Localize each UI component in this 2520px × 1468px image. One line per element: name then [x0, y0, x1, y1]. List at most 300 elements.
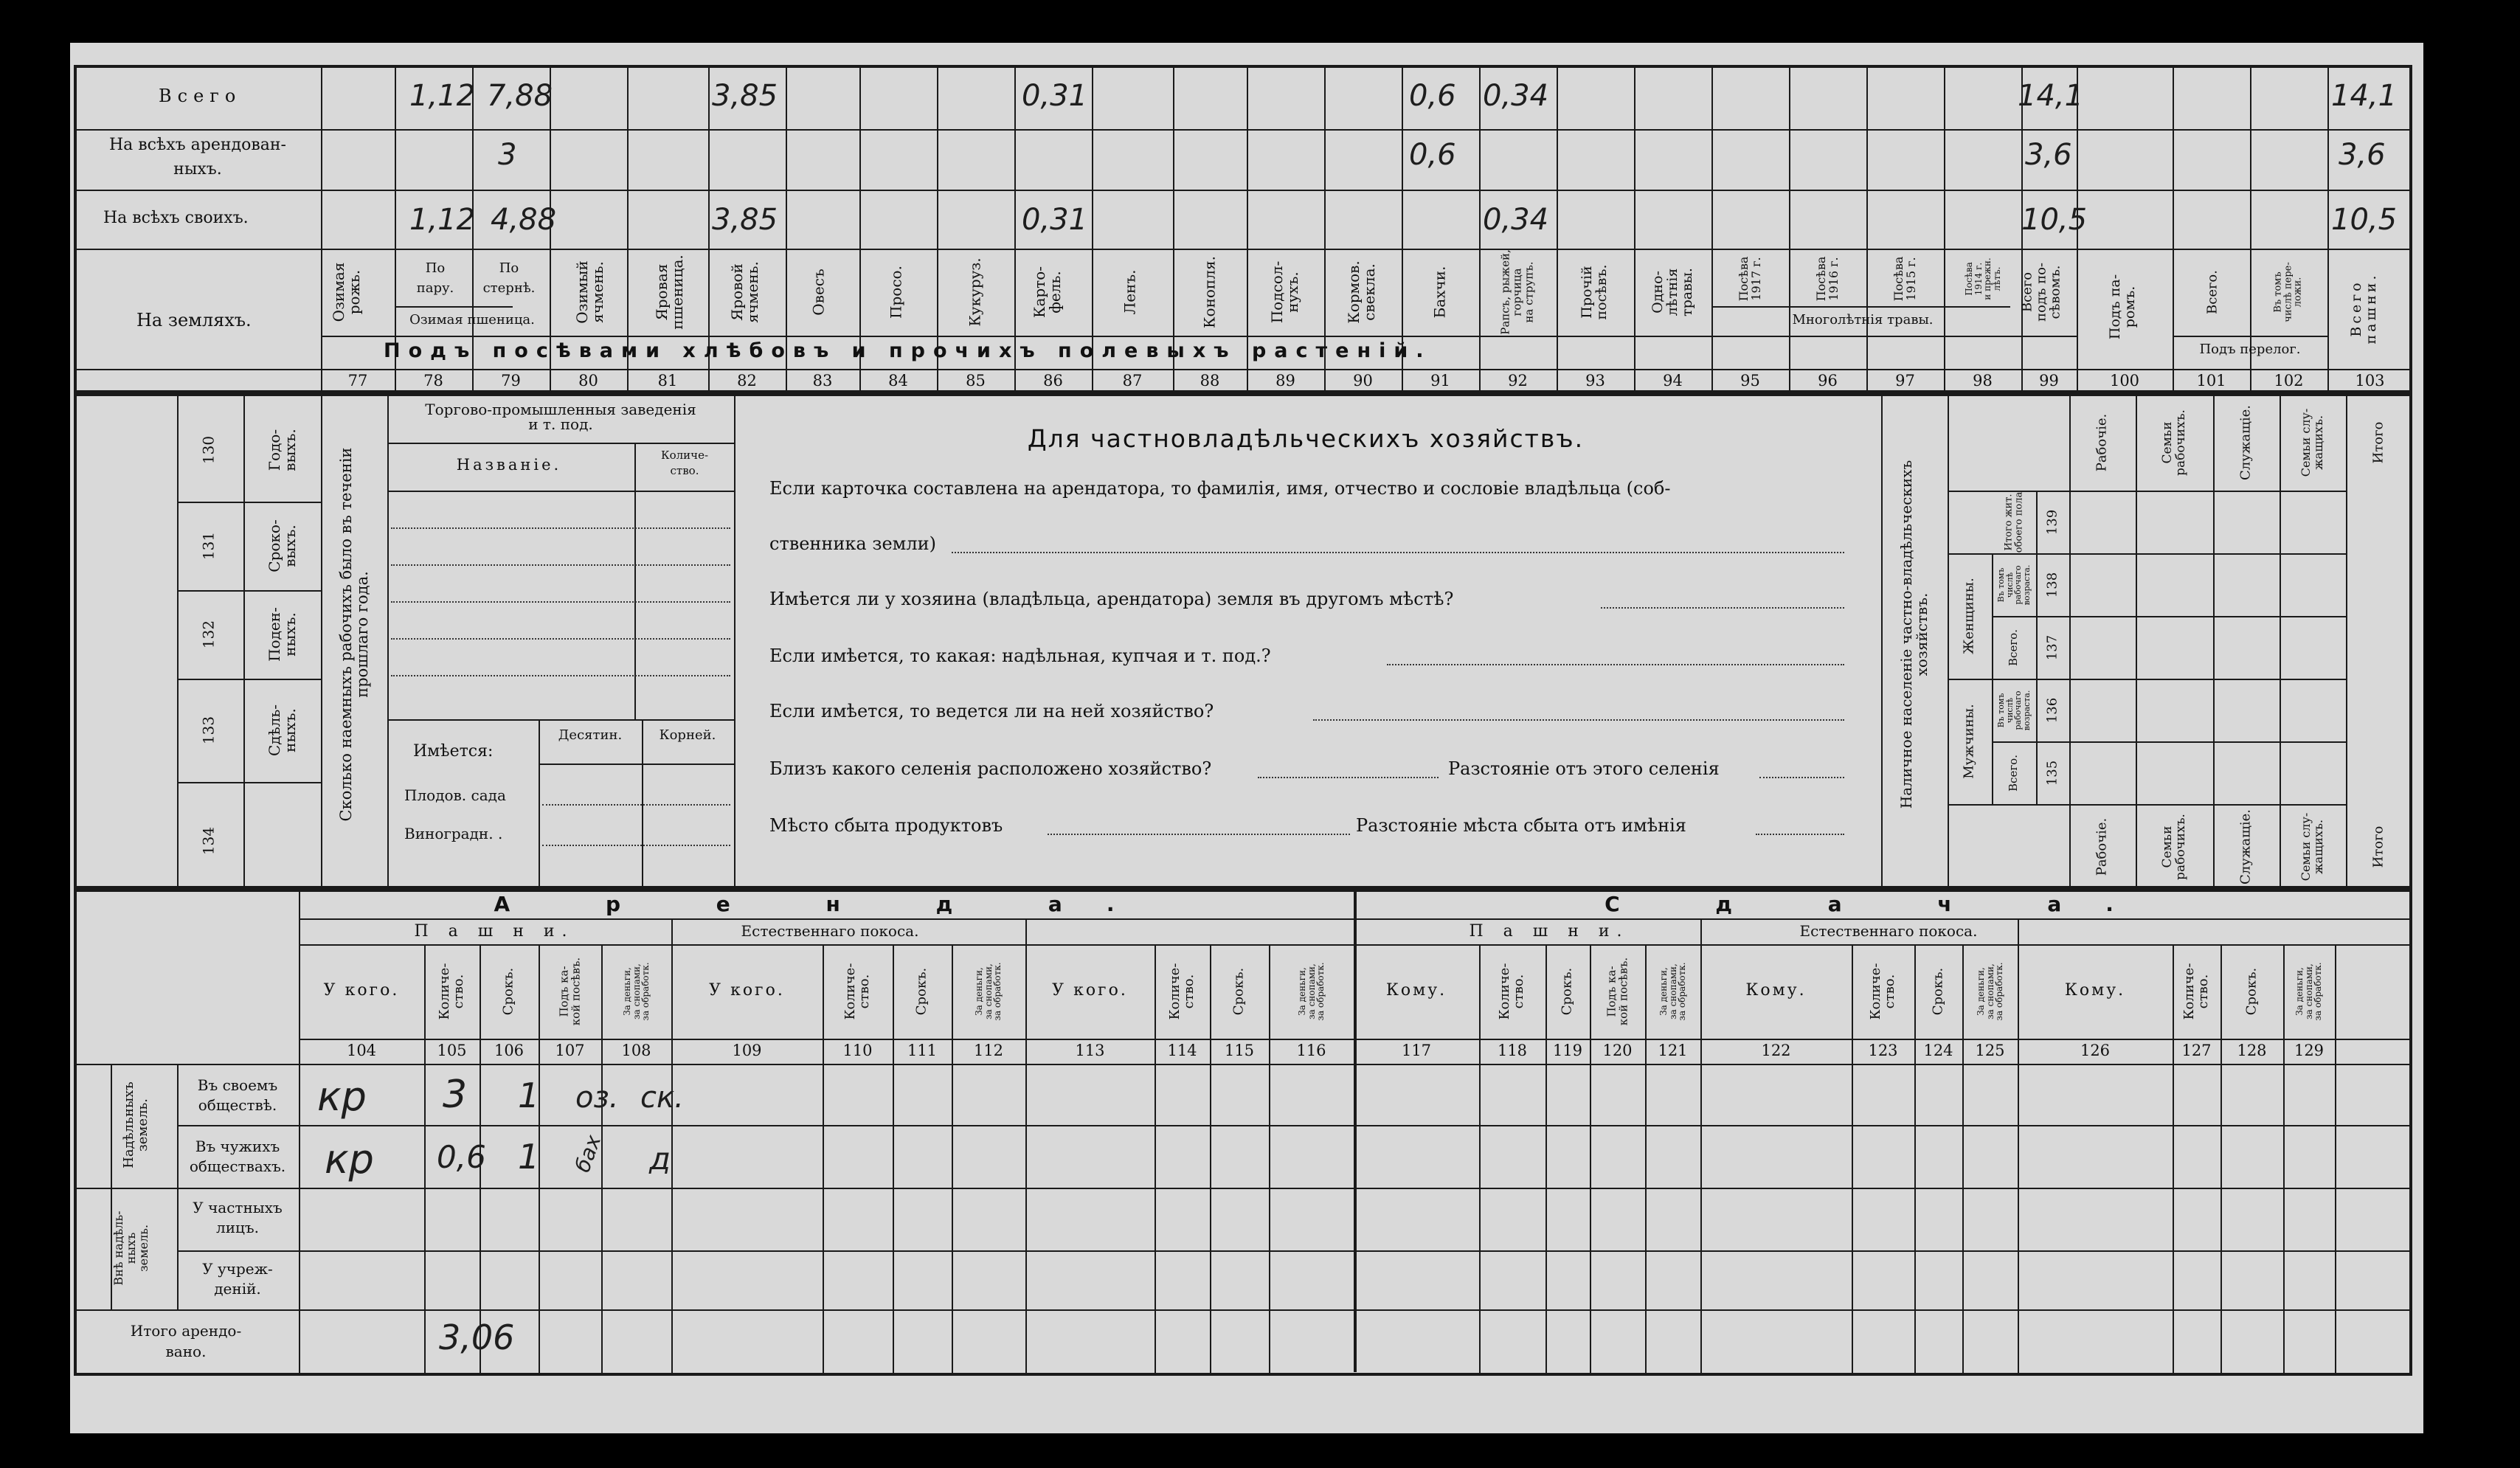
label-vinograd: Виноградн. . — [404, 825, 503, 842]
col-line — [2173, 65, 2174, 393]
hand-vsego-posev: 14,1 — [2018, 79, 2084, 113]
arenda-pashni: П а ш н и. — [414, 922, 575, 941]
head-semi-sluzh: Семьи слу- жащихъ. — [2299, 408, 2325, 477]
col-number-121: 121 — [1658, 1042, 1688, 1059]
col-number-100: 100 — [2109, 372, 2140, 389]
col-kartofel: Карто- фель. — [1031, 266, 1064, 319]
col-number-89: 89 — [1275, 372, 1295, 389]
hand-svoih-sterne: 4,88 — [491, 203, 557, 237]
row-line — [177, 782, 321, 783]
col-header-kolichestvo: Количе- ство. — [436, 963, 466, 1020]
col-line — [2018, 918, 2019, 944]
col-line — [1025, 918, 1027, 944]
private-q2: Имѣется ли у хозяина (владѣльца, арендатора) земля въ другомъ мѣстѣ? — [769, 589, 1454, 609]
col-ozimy-yachmen: Озимый ячмень. — [573, 260, 606, 324]
private-q4: Если имѣется, то ведется ли на ней хозяйство? — [769, 701, 1214, 721]
col-line — [1155, 944, 1156, 1376]
col-proso: Просо. — [887, 266, 905, 319]
col-line — [321, 393, 322, 889]
num-136: 136 — [2044, 697, 2060, 724]
col-number-90: 90 — [1353, 372, 1373, 389]
row-line — [74, 249, 2412, 250]
col-number-81: 81 — [657, 372, 678, 389]
private-title: Для частновладѣльческихъ хозяйствъ. — [1027, 424, 1585, 453]
foot-semi-sluzh: Семьи слу- жащихъ. — [2299, 812, 2325, 882]
label-v-tom-z: Въ томъ числѣ рабочаго возраста. — [1995, 564, 2032, 606]
hand-r1-u-kogo: кр — [317, 1073, 367, 1120]
dotted-line — [391, 638, 730, 640]
num-134: 134 — [199, 826, 218, 856]
row-line — [2069, 553, 2346, 555]
hand-svoih-pashni: 10,5 — [2331, 203, 2398, 237]
col-number-87: 87 — [1122, 372, 1143, 389]
col-header-srok: Срокъ. — [1230, 967, 1247, 1016]
col-prochie: Прочiй посѣвъ. — [1579, 264, 1610, 320]
hand-r1-posev: оз. — [575, 1081, 619, 1115]
hand-svoih-raps: 0,34 — [1483, 203, 1549, 237]
row-line — [2069, 804, 2346, 806]
col-number-106: 106 — [494, 1042, 525, 1059]
col-kormov-svekla: Кормов. свекла. — [1345, 260, 1378, 324]
col-line — [671, 944, 673, 1376]
sdacha-pokos: Естественнаго покоса. — [1799, 922, 1978, 940]
col-number-110: 110 — [842, 1042, 873, 1059]
population-title: Наличное населенiе частно-владѣльческихъ хозяйствъ. — [1897, 460, 1931, 809]
col-number-88: 88 — [1200, 372, 1220, 389]
col-number-91: 91 — [1430, 372, 1450, 389]
hand-r1-srok: 1 — [518, 1076, 540, 1115]
col-header-kolichestvo: Количе- ство. — [1497, 963, 1526, 1020]
col-vsego-pod-posevom: Всего подъ по- сѣвомъ. — [2019, 262, 2063, 322]
col-header-za-dengi: За деньги, за снопами, за обработк. — [1658, 962, 1687, 1021]
col-mnogoletnie: Многолѣтнiя травы. — [1792, 312, 1934, 328]
foot-rabochie: Рабочiе. — [2094, 817, 2110, 876]
col-line — [952, 944, 953, 1376]
col-header-za-dengi: За деньги, за снопами, за обработк. — [1296, 962, 1326, 1021]
label-itogo-arend: Итого арендо- вано. — [130, 1322, 242, 1360]
col-posev-1914: Посѣва 1914 г. и прежн. лѣтъ. — [1963, 257, 2002, 300]
hand-svoih-yachmen: 3,85 — [712, 203, 778, 237]
private-q1b: ственника земли) — [769, 533, 936, 554]
col-pod-perelogom: Подъ перелог. — [2199, 342, 2301, 357]
col-number-115: 115 — [1224, 1042, 1255, 1059]
row-line — [177, 679, 321, 680]
col-line — [2136, 393, 2137, 889]
hand-vsego-yachmen: 3,85 — [712, 79, 778, 113]
col-line — [671, 918, 673, 944]
zavedeniya-kolichestvo: Количе- ство. — [660, 449, 709, 477]
col-line — [2283, 944, 2285, 1376]
col-header-srok: Срокъ. — [913, 967, 930, 1016]
col-number-112: 112 — [973, 1042, 1004, 1059]
col-pereloj-vsego: Всего. — [2204, 270, 2220, 314]
label-imeetsya: Имѣется: — [413, 742, 494, 761]
label-godovyh: Годо- выхъ. — [266, 429, 299, 471]
row-line — [387, 491, 734, 492]
sdacha-title: С д а ч а. — [1605, 892, 2158, 916]
hand-vsego-sterne: 7,88 — [487, 79, 553, 113]
col-oves: Овесъ — [809, 269, 828, 316]
private-q5a: Близъ какого селенiя расположено хозяйство? — [769, 758, 1212, 779]
col-number-103: 103 — [2355, 372, 2385, 389]
col-line — [1962, 944, 1964, 1376]
row-label-vsego: Всего — [159, 86, 242, 106]
col-line — [601, 944, 603, 1376]
answer-line — [1387, 664, 1844, 665]
foot-itogo: Итого — [2370, 825, 2386, 868]
col-line — [1634, 65, 1635, 393]
col-line — [243, 393, 245, 889]
col-header-za-dengi: За деньги, за снопами, за обработк. — [2294, 962, 2324, 1021]
col-line — [893, 944, 894, 1376]
col-number-96: 96 — [1818, 372, 1838, 389]
row-line — [74, 190, 2412, 191]
hand-r1-za: ск. — [640, 1081, 684, 1115]
col-number-120: 120 — [1602, 1042, 1633, 1059]
col-line — [2173, 944, 2174, 1376]
row-line — [299, 944, 2412, 946]
col-po-paru: По пару. — [416, 260, 454, 296]
col-header-komu: Кому. — [2064, 981, 2126, 1000]
col-number-111: 111 — [907, 1042, 938, 1059]
col-number-123: 123 — [1868, 1042, 1898, 1059]
row-line — [2069, 491, 2346, 492]
col-header-u-kogo: У кого. — [323, 981, 400, 1000]
num-139: 139 — [2044, 509, 2060, 536]
row-label-arend: На всѣхъ арендован- ныхъ. — [109, 136, 286, 179]
col-line — [424, 944, 426, 1376]
private-q6a: Мѣсто сбыта продуктовъ — [769, 815, 1003, 836]
answer-line — [1601, 607, 1844, 609]
row-line — [1948, 553, 2069, 555]
num-133: 133 — [199, 716, 218, 745]
col-number-101: 101 — [2196, 372, 2226, 389]
col-ozimaya-pshenica: Озимая пшеница. — [409, 312, 535, 328]
col-line — [2018, 944, 2019, 1376]
hand-vsego-rozh: 1,12 — [409, 79, 476, 113]
hand-arend-bahchi: 0,6 — [1409, 138, 1456, 172]
answer-line — [1258, 777, 1439, 778]
col-line — [1645, 944, 1647, 1376]
col-header-srok: Срокъ. — [2243, 967, 2260, 1016]
col-number-116: 116 — [1296, 1042, 1326, 1059]
col-number-109: 109 — [732, 1042, 762, 1059]
col-number-107: 107 — [555, 1042, 585, 1059]
dotted-line — [391, 601, 730, 603]
col-line — [734, 393, 735, 889]
col-line — [1944, 65, 1945, 393]
number-row-line — [74, 369, 2412, 370]
num-137: 137 — [2044, 634, 2060, 661]
col-number-79: 79 — [501, 372, 521, 389]
col-line — [299, 889, 300, 1376]
col-header-za-dengi: За деньги, за снопами, за обработк. — [1975, 962, 2004, 1021]
dotted-line — [542, 845, 730, 846]
col-line — [2036, 491, 2038, 804]
col-odnoletnie: Одно- лѣтнiя травы. — [1650, 268, 1695, 316]
hand-r2-posev: бах — [570, 1132, 606, 1176]
banner-top-line — [321, 336, 2077, 337]
hand-itogo-arend: 3,06 — [439, 1318, 515, 1357]
col-len: Ленъ. — [1121, 269, 1139, 315]
label-podennyh: Поден- ныхъ. — [266, 607, 299, 662]
row-label-zemlyah: На земляхъ. — [136, 310, 252, 330]
col-bahchi: Бахчи. — [1430, 266, 1449, 319]
arenda-pokos: Естественнаго покоса. — [741, 922, 919, 940]
col-number-80: 80 — [578, 372, 598, 389]
private-q3: Если имѣется, то какая: надѣльная, купчая и т. под.? — [769, 645, 1271, 666]
col-line — [321, 65, 322, 393]
row-line — [74, 129, 2412, 131]
col-header-za-dengi: За деньги, за снопами, за обработк. — [621, 962, 651, 1021]
hand-vsego-raps: 0,34 — [1483, 79, 1549, 113]
dotted-line — [391, 675, 730, 676]
label-srochnyh: Сроко- выхъ. — [266, 519, 299, 572]
private-q5b: Разстоянiе отъ этого селенiя — [1448, 758, 1720, 779]
col-raps: Рапсъ, рыжей, горчица на струпъ. — [1498, 249, 1535, 335]
col-line — [2335, 944, 2336, 1376]
col-line — [1914, 944, 1916, 1376]
col-line — [1992, 553, 1993, 804]
col-line — [1590, 944, 1591, 1376]
hand-r2-za: д — [649, 1140, 671, 1177]
col-line — [1269, 944, 1270, 1376]
row-line — [1948, 679, 2069, 680]
label-desyatin: Десятин. — [558, 727, 623, 743]
row-line — [1992, 616, 2069, 617]
col-line — [177, 393, 179, 889]
hand-arend-pashni: 3,6 — [2339, 138, 2386, 172]
col-number-108: 108 — [621, 1042, 651, 1059]
col-line — [1210, 944, 1211, 1376]
private-q6b: Разстоянiе мѣста сбыта отъ имѣнiя — [1356, 815, 1686, 836]
col-number-125: 125 — [1975, 1042, 2005, 1059]
label-zhenshchiny: Женщины. — [1961, 578, 1977, 654]
label-v-svoem: Въ своемъ обществѣ. — [197, 1076, 278, 1114]
col-number-93: 93 — [1585, 372, 1605, 389]
col-header-srok: Срокъ. — [1930, 967, 1946, 1016]
col-yarovaya-pshenica: Яровая пшеница. — [653, 255, 686, 330]
col-number-102: 102 — [2274, 372, 2304, 389]
col-line — [2346, 393, 2347, 889]
col-line — [1700, 918, 1702, 944]
col-line — [1479, 65, 1481, 393]
banner-posevy: Подъ посѣвами хлѣбовъ и прочихъ полевыхъ растенiй. — [384, 339, 1432, 362]
col-line — [1866, 65, 1868, 393]
col-po-sterne: По стернѣ. — [482, 260, 536, 296]
col-line — [823, 944, 824, 1376]
col-number-82: 82 — [737, 372, 757, 389]
col-kukuruza: Кукуруз. — [966, 257, 984, 327]
col-line — [1789, 65, 1790, 393]
col-podsolnuh: Подсол- нухъ. — [1268, 260, 1301, 324]
label-v-tom-m: Въ томъ числѣ рабочаго возраста. — [1995, 690, 2032, 731]
zavedeniya-title: Торгово-промышленныя заведенiя и т. под. — [425, 401, 696, 433]
col-number-92: 92 — [1508, 372, 1528, 389]
answer-line — [1048, 834, 1350, 835]
dotted-line — [391, 564, 730, 566]
col-line — [2213, 393, 2215, 889]
dotted-line — [391, 527, 730, 529]
head-semi-rabochih: Семьи рабочихъ. — [2160, 409, 2188, 476]
foot-semi-rabochih: Семьи рабочихъ. — [2160, 814, 2188, 880]
row-line — [539, 764, 734, 765]
row-line — [1948, 804, 2069, 806]
col-header-pod-kakoy: Подъ ка- кой посѣвъ. — [556, 957, 582, 1026]
col-konoplya: Конопля. — [1200, 256, 1219, 328]
col-header-kolichestvo: Количе- ство. — [2181, 963, 2211, 1020]
col-divider-sdacha — [1354, 889, 1357, 1372]
col-line — [2069, 393, 2071, 889]
row-line — [177, 502, 321, 503]
col-posev-1915: Посѣва 1915 г. — [1891, 256, 1918, 302]
num-131: 131 — [199, 531, 218, 561]
col-line — [1881, 393, 1883, 889]
col-posev-1917: Посѣва 1917 г. — [1737, 256, 1763, 302]
private-q1a: Если карточка составлена на арендатора, то фамилiя, имя, отчество и сословiе владѣльца (соб- — [769, 478, 1671, 499]
col-number-105: 105 — [437, 1042, 467, 1059]
col-number-117: 117 — [1401, 1042, 1432, 1059]
hand-arend-posev: 3,6 — [2025, 138, 2072, 172]
middle-section-frame — [74, 393, 2412, 889]
col-number-129: 129 — [2294, 1042, 2325, 1059]
col-number-85: 85 — [966, 372, 986, 389]
col-number-114: 114 — [1167, 1042, 1197, 1059]
subhead-line — [1711, 306, 2010, 308]
label-vsego-m: Всего. — [2007, 755, 2021, 792]
col-header-kolichestvo: Количе- ство. — [1867, 963, 1897, 1020]
label-v-chuzhih: Въ чужихъ обществахъ. — [189, 1138, 286, 1175]
head-sluzhashchie: Служащiе. — [2237, 405, 2254, 480]
label-vne-nadelnyh: Внѣ надѣль- ныхъ земель. — [111, 1211, 150, 1286]
label-plodov-sada: Плодов. сада — [404, 786, 506, 804]
col-line — [1711, 65, 1713, 393]
hand-r2-srok: 1 — [518, 1137, 540, 1177]
answer-line — [1759, 777, 1844, 778]
foot-sluzhashchie: Служащiе. — [2237, 809, 2254, 884]
col-number-86: 86 — [1043, 372, 1063, 389]
col-number-77: 77 — [347, 372, 368, 389]
col-header-za-dengi: За деньги, за снопами, за обработк. — [974, 962, 1003, 1021]
label-itogo-zhit: Итого жит. обоего пола — [2003, 491, 2024, 553]
num-135: 135 — [2044, 760, 2060, 786]
col-yarovoy-yachmen: Яровой ячмень. — [728, 261, 761, 323]
label-vsego-z: Всего. — [2007, 629, 2021, 666]
col-line — [1700, 944, 1702, 1376]
col-number-113: 113 — [1075, 1042, 1105, 1059]
sdacha-pashni: П а ш н и. — [1469, 922, 1630, 941]
hand-vsego-bahchi: 0,6 — [1409, 79, 1456, 113]
hand-r2-kol: 0,6 — [437, 1139, 486, 1175]
col-line — [634, 443, 636, 719]
answer-line — [1313, 719, 1844, 721]
col-header-u-kogo: У кого. — [1052, 981, 1128, 1000]
col-number-104: 104 — [346, 1042, 377, 1059]
num-130: 130 — [199, 435, 218, 465]
row-line — [1992, 741, 2069, 743]
col-line — [1852, 944, 1853, 1376]
col-number-97: 97 — [1895, 372, 1915, 389]
hand-arend-sterne: 3 — [498, 138, 517, 172]
col-line — [177, 1064, 179, 1309]
col-header-srok: Срокъ. — [1559, 967, 1575, 1016]
arenda-title: А р е н д а. — [494, 892, 1159, 916]
row-line — [2069, 741, 2346, 743]
label-sdelnyh: Сдѣль- ныхъ. — [266, 704, 299, 757]
hand-vsego-pashni: 14,1 — [2331, 79, 2398, 113]
col-line — [2220, 944, 2222, 1376]
hand-svoih-posev: 10,5 — [2021, 203, 2088, 237]
zavedeniya-nazvanie: Названiе. — [456, 456, 562, 474]
head-itogo: Итого — [2370, 421, 2386, 464]
answer-line — [1756, 834, 1844, 835]
col-number-122: 122 — [1761, 1042, 1791, 1059]
col-line — [2280, 393, 2281, 889]
col-number-84: 84 — [888, 372, 908, 389]
hand-svoih-kartofel: 0,31 — [1022, 203, 1088, 237]
num-138: 138 — [2044, 572, 2060, 598]
num-132: 132 — [199, 620, 218, 649]
col-header-pod-kakoy: Подъ ка- кой посѣвъ. — [1604, 957, 1630, 1026]
row-line — [387, 443, 734, 444]
label-korney: Корней. — [659, 727, 716, 743]
col-pereloj-v-tom: Въ томъ числѣ пере- ложи. — [2272, 262, 2304, 322]
col-header-komu: Кому. — [1385, 981, 1447, 1000]
col-vsego-pashni: Всего пашни. — [2348, 272, 2379, 345]
label-skolko-naemnyh: Сколько наемныхъ рабочихъ было въ теченiи прошлаго года. — [336, 447, 371, 822]
col-number-118: 118 — [1497, 1042, 1528, 1059]
col-header-kolichestvo: Количе- ство. — [842, 963, 872, 1020]
row-line — [2069, 679, 2346, 680]
hand-vsego-kartofel: 0,31 — [1022, 79, 1088, 113]
col-line — [1025, 944, 1027, 1376]
col-number-99: 99 — [2039, 372, 2059, 389]
answer-line — [952, 552, 1844, 553]
col-posev-1916: Посѣва 1916 г. — [1814, 256, 1841, 302]
col-line — [387, 393, 389, 889]
col-line — [1479, 944, 1481, 1376]
hand-svoih-rozh: 1,12 — [409, 203, 476, 237]
row-line — [387, 719, 734, 721]
subhead-line — [395, 306, 513, 308]
col-header-komu: Кому. — [1745, 981, 1807, 1000]
hand-r2-u-kogo: кр — [325, 1136, 374, 1183]
row-line — [177, 590, 321, 592]
label-muzhchiny: Мужчины. — [1961, 704, 1977, 779]
col-line — [539, 719, 540, 889]
row-label-svoih: На всѣхъ своихъ. — [103, 209, 249, 227]
dotted-line — [542, 804, 730, 806]
col-number-126: 126 — [2080, 1042, 2111, 1059]
col-number-83: 83 — [812, 372, 833, 389]
col-number-98: 98 — [1973, 372, 1993, 389]
col-ozimaya-rozh: Озимая рожь. — [330, 262, 363, 322]
col-number-119: 119 — [1552, 1042, 1583, 1059]
row-line — [177, 1125, 2412, 1126]
col-number-95: 95 — [1740, 372, 1760, 389]
row-line — [2069, 616, 2346, 617]
col-header-u-kogo: У кого. — [709, 981, 785, 1000]
col-line — [1557, 65, 1558, 393]
label-nadelnyh: Надѣльныхъ земель. — [121, 1081, 150, 1168]
col-header-srok: Срокъ. — [500, 967, 516, 1016]
head-rabochie: Рабочiе. — [2094, 413, 2110, 472]
hand-r1-kol: 3 — [443, 1073, 468, 1117]
label-u-uchrezh: У учреж- денiй. — [202, 1260, 273, 1298]
col-line — [1948, 393, 1949, 889]
row-line — [299, 1039, 2412, 1040]
label-u-chastnyh: У частныхъ лицъ. — [193, 1199, 283, 1236]
